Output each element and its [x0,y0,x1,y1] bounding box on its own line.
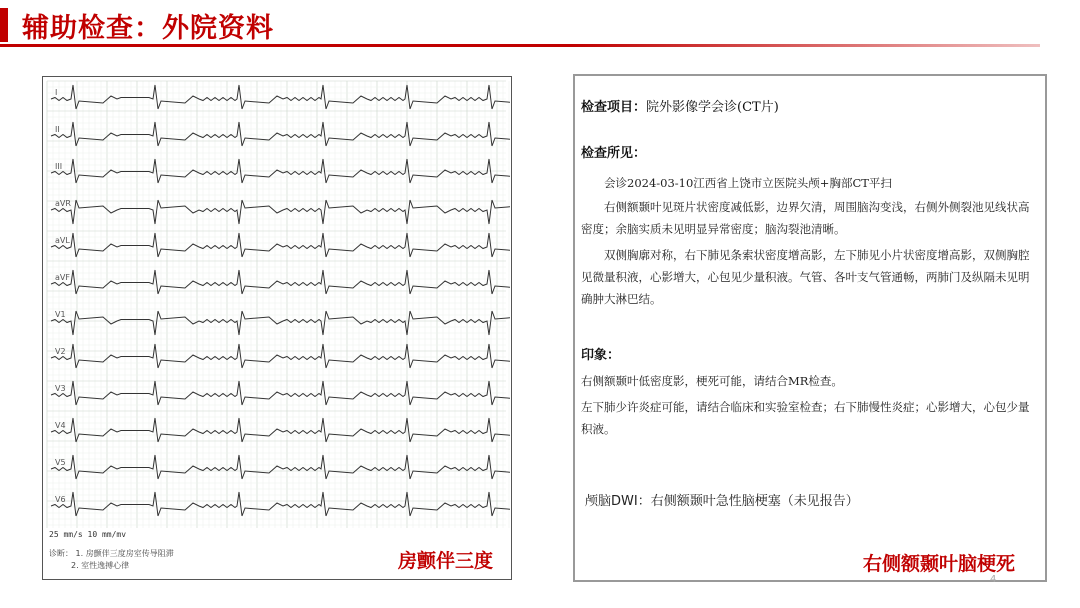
report-findings-chest: 双侧胸廓对称，右下肺见条索状密度增高影，左下肺见小片状密度增高影，双侧胸腔见微量积液，心影增大，心包见少量积液。气管、各叶支气管通畅，两肺门及纵隔未见明确肿大淋巴结。 [581,248,1030,306]
ecg-lead-label: V3 [55,384,66,393]
ecg-lead-label: III [55,162,63,171]
ecg-lead-trace [51,233,510,257]
ecg-tracing [43,77,510,578]
ecg-lead-trace [51,418,510,442]
ecg-lead-trace [51,270,510,294]
ecg-lead-trace [51,200,510,224]
page-number: 4 [990,574,997,585]
ecg-lead-label: I [55,88,58,97]
report-item-label: 检查项目： [581,100,647,115]
ecg-lead-label: V2 [55,347,66,356]
ecg-caption: 房颤伴三度 [396,546,495,573]
report-impression-label [581,344,620,363]
ecg-lead-label: V5 [55,458,66,467]
report-impression-2: 左下肺少许炎症可能，请结合临床和实验室检查；右下肺慢性炎症；心影增大，心包少量积液。 [581,400,1030,436]
ecg-lead-trace [51,455,510,479]
report-item-row [581,96,779,115]
ecg-lead-trace [51,492,510,516]
ecg-lead-label: V1 [55,310,66,319]
impression-label-text: 印象： [581,348,621,363]
ecg-lead-label: aVL [55,236,70,245]
ecg-image [42,76,512,580]
ecg-lead-label: V6 [55,495,66,504]
report-findings-line-1: 会诊2024-03-10江西省上饶市立医院头颅+胸部CT平扫 [604,176,892,190]
report-impression-1: 右侧额颞叶低密度影，梗死可能，请结合MR检查。 [581,374,843,388]
ct-report-image [573,74,1047,582]
dwi-note: 颅脑DWI：右侧额颞叶急性脑梗塞（未见报告） [585,494,859,509]
report-findings-label [581,142,646,161]
page-title: 辅助检查：外院资料 [22,13,274,44]
ecg-speed-label: 25 mm/s 10 mm/mv [49,530,127,539]
report-caption: 右侧额颞叶脑梗死 [862,553,1015,575]
report-findings-brain: 右侧额颞叶见斑片状密度减低影，边界欠清，周围脑沟变浅，右侧外侧裂池见线状高密度；余脑实质未见明显异常密度；脑沟裂池清晰。 [581,200,1030,236]
ecg-diagnosis-line-2: 2. 室性逸搏心律 [71,561,130,570]
report-item-value: 院外影像学会诊(CT片) [646,100,779,115]
ecg-diagnosis-line-1: 诊断： 1. 房颤伴三度房室传导阻滞 [49,549,174,558]
ecg-lead-label: aVR [55,199,71,208]
ecg-lead-label: II [55,125,60,134]
ecg-lead-trace [51,85,510,109]
ecg-lead-label: aVF [55,273,70,282]
title-accent-bar [0,8,8,42]
title-underline [0,44,1040,47]
ecg-lead-trace [51,122,510,146]
ecg-lead-trace [51,311,510,335]
findings-label-text: 检查所见： [581,146,647,161]
ecg-lead-trace [51,344,510,368]
ecg-lead-label: V4 [55,421,66,430]
